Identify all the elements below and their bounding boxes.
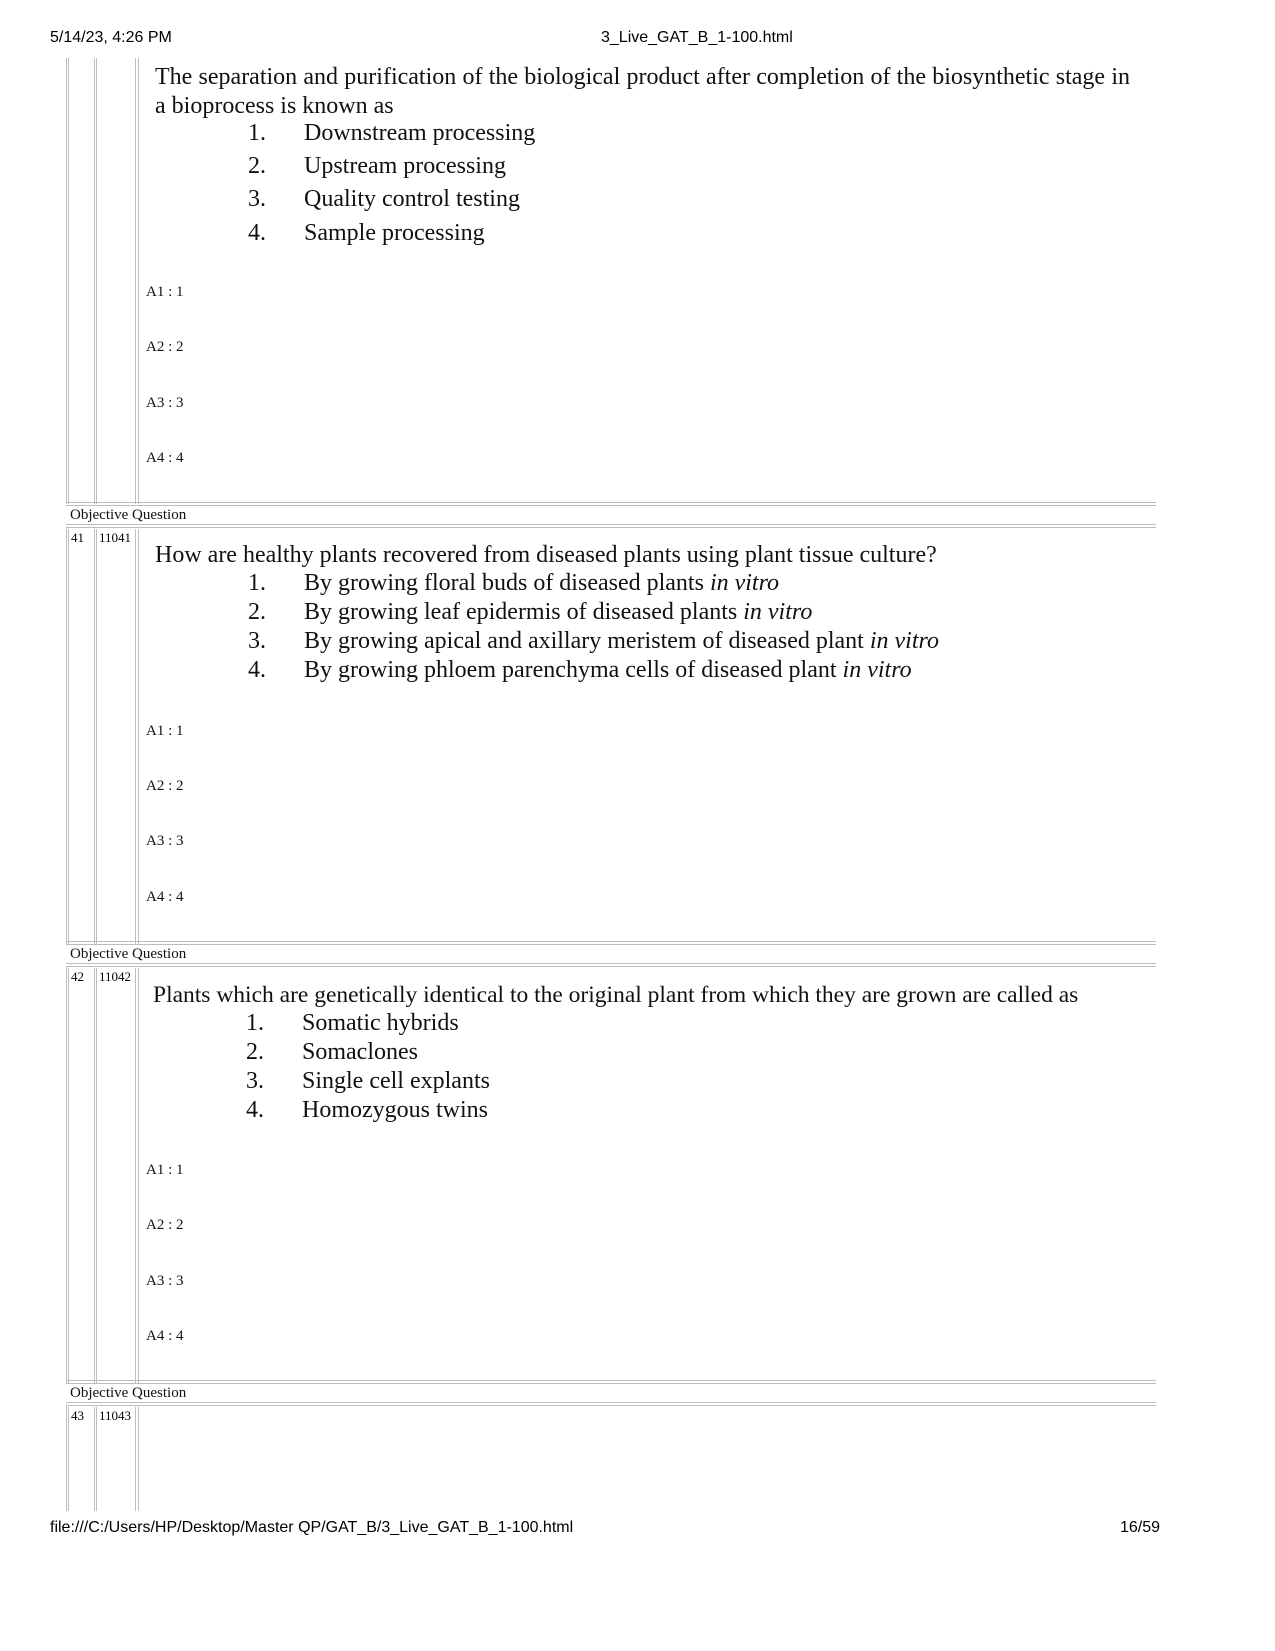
- print-datetime: 5/14/23, 4:26 PM: [50, 29, 172, 46]
- answer-label: A4 : 4: [146, 889, 184, 905]
- question-number: 43: [71, 1408, 84, 1423]
- answer-label: A3 : 3: [146, 1273, 184, 1289]
- print-title: 3_Live_GAT_B_1-100.html: [601, 29, 793, 46]
- question-id: 11043: [99, 1408, 132, 1423]
- question-text: How are healthy plants recovered from diseased plants using plant tissue culture?: [155, 542, 937, 568]
- question-number: 41: [71, 530, 84, 545]
- question-number: 42: [71, 969, 84, 984]
- question-type-label: Objective Question: [70, 507, 187, 523]
- answer-label: A3 : 3: [146, 833, 184, 849]
- question-type-label: Objective Question: [70, 1385, 187, 1401]
- answer-label: A2 : 2: [146, 339, 184, 355]
- question-id: 11042: [99, 969, 132, 984]
- page-number: 16/59: [1120, 1519, 1161, 1536]
- answer-label: A3 : 3: [146, 395, 184, 411]
- print-file-path: file:///C:/Users/HP/Desktop/Master QP/GAT_B/3_Live_GAT_B_1-100.html: [50, 1519, 574, 1536]
- question-id: 11041: [99, 530, 132, 545]
- answer-label: A1 : 1: [146, 284, 184, 300]
- question-text: The separation and purification of the biological product after completion of the biosynthetic stage in a bioprocess is known as: [155, 64, 1130, 119]
- question-type-label: Objective Question: [70, 946, 187, 962]
- answer-label: A4 : 4: [146, 1328, 184, 1344]
- answer-label: A2 : 2: [146, 778, 184, 794]
- answer-label: A1 : 1: [146, 723, 184, 739]
- answer-label: A4 : 4: [146, 450, 184, 466]
- answer-label: A1 : 1: [146, 1162, 184, 1178]
- answer-label: A2 : 2: [146, 1217, 184, 1233]
- question-text: Plants which are genetically identical to the original plant from which they are grown are called as: [153, 982, 1079, 1008]
